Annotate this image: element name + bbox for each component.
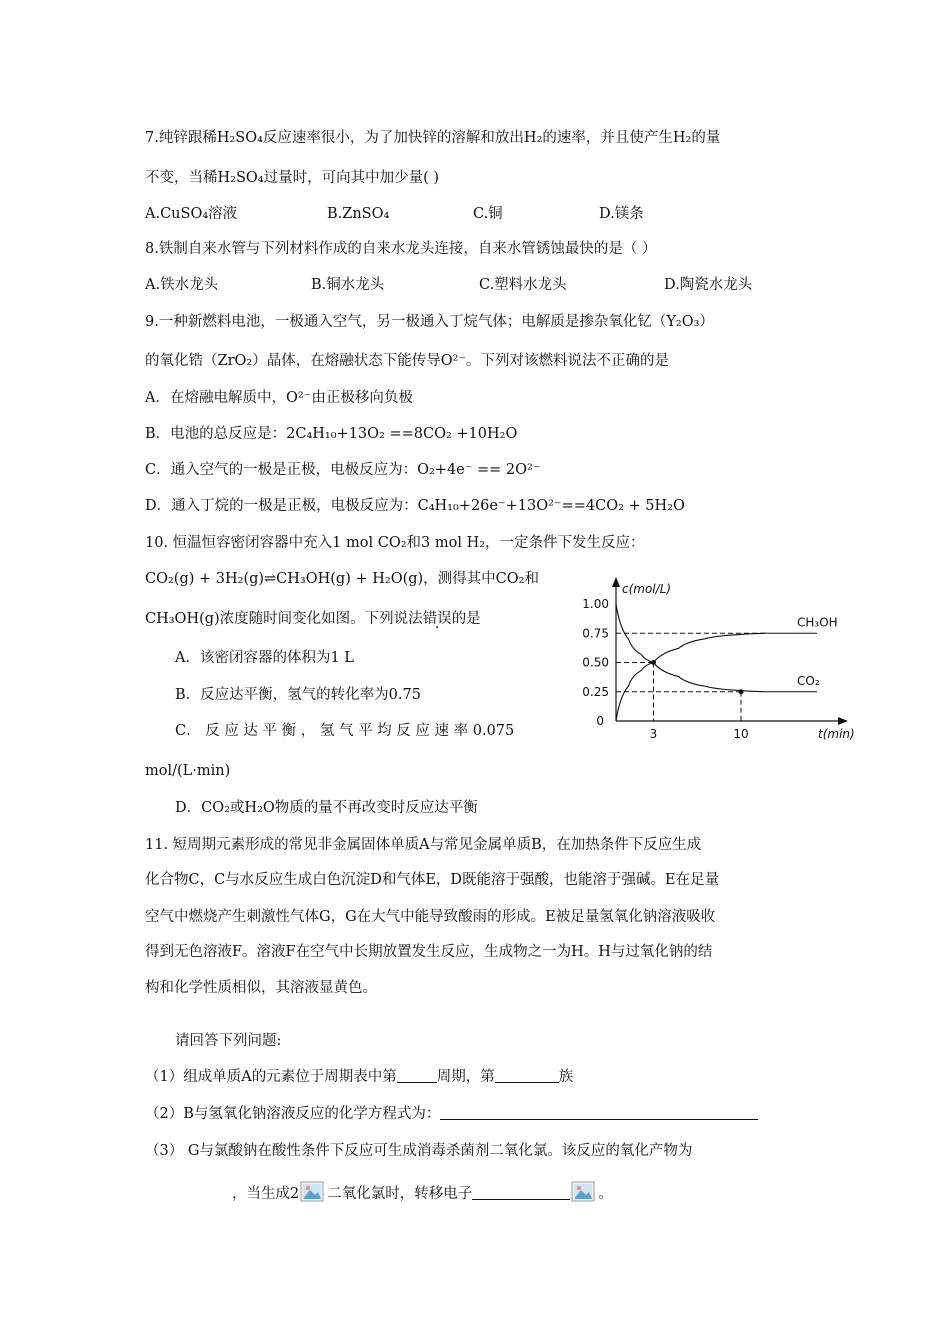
q10-line2: CO₂(g) + 3H₂(g)⇌CH₃OH(g) + H₂O(g)，测得其中CO₂和: [145, 571, 539, 587]
q9-option-c: C．通入空气的一极是正极，电极反应为：O₂+4e⁻ == 2O²⁻: [145, 462, 541, 478]
q10-line3: [145, 608, 481, 630]
q10-line1: 10. 恒温恒容密闭容器中充入1 mol CO₂和3 mol H₂，一定条件下发生反应：: [145, 535, 645, 551]
q9-line2: 的氧化锆（ZrO₂）晶体，在熔融状态下能传导O²⁻。下列对该燃料说法不正确的是: [145, 353, 670, 369]
q11-part3-c: 二氧化氯时，转移电子: [327, 1186, 473, 1202]
x-axis-arrow: [838, 717, 848, 725]
q10-option-c: C． 反 应 达 平 衡 ， 氢 气 平 均 反 应 速 率 0.075: [175, 723, 515, 739]
q8-option-c: C.塑料水龙头: [479, 277, 567, 293]
q11-part3-d: 。: [598, 1186, 613, 1202]
answer-blank-equation[interactable]: [440, 1105, 758, 1120]
q11-part1-a: （1）组成单质A的元素位于周期表中第: [145, 1069, 397, 1085]
q11-part1: [145, 1066, 573, 1088]
series-line: [616, 604, 791, 692]
q10-line3-text: CH₃OH(g)浓度随时间变化如图。下列说法: [145, 611, 423, 627]
answer-blank-group[interactable]: [495, 1068, 559, 1083]
y-axis-arrow: [612, 577, 620, 587]
broken-image-icon: [570, 1181, 598, 1203]
q9-option-a: A．在熔融电解质中，O²⁻由正极移向负极: [145, 390, 413, 406]
q7-line2: 不变，当稀H₂SO₄过量时，可向其中加少量( ): [145, 170, 440, 186]
x-tick-label: 10: [733, 727, 749, 741]
q11-line1: 11. 短周期元素形成的常见非金属固体单质A与常见金属单质B，在加热条件下反应生成: [145, 837, 702, 853]
concentration-chart: [580, 575, 855, 750]
q9-line1: 9.一种新燃料电池，一极通入空气，另一极通入丁烷气体；电解质是掺杂氧化钇（Y₂O₃）: [145, 314, 714, 330]
x-tick-label: 3: [649, 727, 658, 741]
q10-emphasis: 错误: [422, 611, 452, 627]
q11-part1-b: 周期，第: [436, 1069, 495, 1085]
y-tick-label: 0.25: [582, 684, 609, 699]
series-line: [616, 633, 791, 721]
q8-options: [145, 274, 752, 296]
q8-line1: 8.铁制自来水管与下列材料作成的自来水龙头连接，自来水管锈蚀最快的是（ ）: [145, 241, 657, 257]
broken-image-icon: [299, 1181, 327, 1203]
q7-line1: 7.纯锌跟稀H₂SO₄反应速率很小，为了加快锌的溶解和放出H₂的速率，并且使产生H₂的量: [145, 130, 721, 146]
q11-part2-text: （2）B与氢氧化钠溶液反应的化学方程式为：: [145, 1106, 441, 1122]
data-point: [651, 660, 656, 665]
q8-option-d: D.陶瓷水龙头: [664, 277, 753, 293]
q7-option-c: C.铜: [473, 206, 503, 222]
q10-line3-end: 的是: [451, 611, 481, 627]
q10-option-c-unit: mol/(L·min): [145, 763, 231, 779]
q11-line3: 空气中燃烧产生刺激性气体G，G在大气中能导致酸雨的形成。E被足量氢氧化钠溶液吸收: [145, 909, 716, 925]
q9-option-d: D．通入丁烷的一极是正极，电极反应为：C₄H₁₀+26e⁻+13O²⁻==4CO₂ + 5H₂O: [145, 498, 685, 514]
q11-part3: （3） G与氯酸钠在酸性条件下反应可生成消毒杀菌剂二氧化氯。该反应的氧化产物为: [145, 1143, 693, 1159]
q11-part3-b: ，当生成2: [232, 1186, 300, 1202]
y-tick-label: 1.00: [582, 597, 609, 611]
series-label: CH₃OH: [797, 615, 838, 630]
answer-blank-electrons[interactable]: [472, 1185, 570, 1200]
q11-part1-c: 族: [558, 1069, 574, 1085]
data-point: [739, 689, 744, 694]
q8-option-a: A.铁水龙头: [145, 277, 219, 293]
x-axis-label: t(min): [818, 727, 855, 741]
q11-part2: [145, 1103, 758, 1125]
q11-line2: 化合物C，C与水反应生成白色沉淀D和气体E，D既能溶于强酸，也能溶于强碱。E在足量: [145, 872, 720, 888]
answer-blank-period[interactable]: [397, 1068, 437, 1083]
q10-option-a: A．该密闭容器的体积为1 L: [175, 650, 354, 666]
q10-option-b: B．反应达平衡，氢气的转化率为0.75: [175, 687, 421, 703]
q8-option-b: B.铜水龙头: [311, 277, 385, 293]
q7-option-a: A.CuSO₄溶液: [145, 206, 238, 222]
q7-option-d: D.镁条: [599, 206, 644, 222]
y-tick-label: 0: [596, 714, 604, 728]
q9-option-b: B．电池的总反应是：2C₄H₁₀+13O₂ ==8CO₂ +10H₂O: [145, 426, 518, 442]
q7-options: [145, 203, 644, 225]
q11-line5: 构和化学性质相似，其溶液显黄色。: [145, 980, 377, 996]
y-tick-label: 0.75: [582, 626, 609, 641]
q11-part3-cont: [232, 1181, 613, 1205]
y-tick-label: 0.50: [582, 655, 609, 670]
y-axis-label: c(mol/L): [622, 582, 672, 596]
q11-line4: 得到无色溶液F。溶液F在空气中长期放置发生反应，生成物之一为H。H与过氧化钠的结: [145, 944, 713, 960]
q10-option-d: D．CO₂或H₂O物质的量不再改变时反应达平衡: [175, 800, 478, 816]
series-label: CO₂: [797, 673, 820, 688]
q11-prompt: 请回答下列问题:: [175, 1033, 282, 1049]
q7-option-b: B.ZnSO₄: [327, 206, 390, 222]
